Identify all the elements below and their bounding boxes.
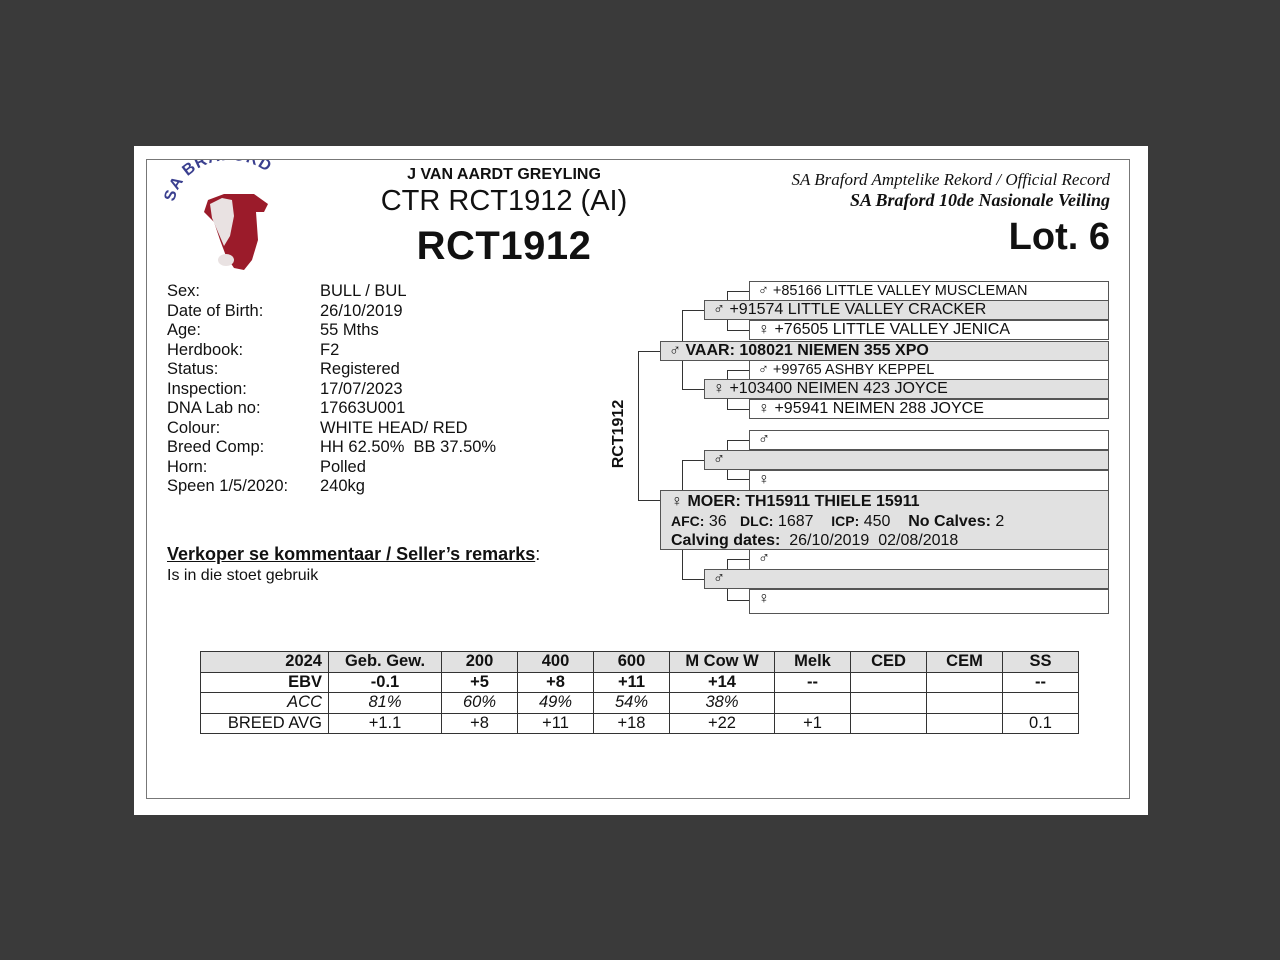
ebv-cell: EBV [201,672,329,693]
acc-cell: 49% [518,693,594,714]
remarks-colon: : [535,544,541,564]
ebv-header-cell: CEM [927,652,1003,673]
detail-value: F2 [320,340,340,359]
detail-label: Breed Comp: [167,438,265,456]
lot-number: Lot. 6 [1008,216,1110,258]
ebv-cell: +14 [670,672,775,693]
ebv-header-row [201,652,1079,673]
afc-label: AFC: [671,512,705,529]
ebv-header-cell: 400 [518,652,594,673]
detail-label: Inspection: [167,379,247,398]
ebv-header-cell: M Cow W [670,652,775,673]
detail-label: Status: [167,360,219,378]
ebv-header-cell: 200 [442,652,518,673]
ebv-cell: -0.1 [329,672,442,693]
detail-label: Sex: [167,282,201,300]
detail-row [167,360,496,380]
breed-avg-cell: 0.1 [1003,713,1079,734]
pedigree-line [727,600,749,601]
pedigree-sire-sire: ♂ +91574 LITTLE VALLEY CRACKER [704,300,1109,320]
acc-cell: 81% [329,693,442,714]
acc-row [201,693,1079,714]
pedigree-line [727,559,749,560]
pedigree-dam-sire-sire: ♂ [749,430,1109,450]
breed-avg-cell [927,713,1003,734]
acc-cell: ACC [201,693,329,714]
pedigree-dam-dam: ♂ [704,569,1109,589]
acc-cell: 38% [670,693,775,714]
calving-label: Calving dates: [671,532,781,549]
pedigree-subject-text: RCT1912 [610,399,627,469]
pedigree-line [682,389,704,390]
dlc-value: 1687 [777,512,814,530]
breed-avg-row [201,713,1079,734]
pedigree-line [727,330,749,331]
detail-row [167,399,496,419]
detail-label: Date of Birth: [167,301,264,320]
detail-row [167,341,496,361]
pedigree-dam-dam-dam: ♀ [749,589,1109,614]
pedigree-line [727,440,749,441]
pedigree-line [727,370,749,371]
pedigree-line [727,479,749,480]
detail-value: 17/07/2023 [320,379,403,398]
detail-row [167,302,496,322]
pedigree-dam-dam-sire: ♂ [749,550,1109,570]
ebv-cell: +8 [518,672,594,693]
pedigree-line [638,500,660,501]
detail-value: WHITE HEAD/ RED [320,418,468,437]
record-sheet [134,146,1148,815]
breed-avg-cell: +18 [594,713,670,734]
acc-cell [851,693,927,714]
ebv-header-cell: Geb. Gew. [329,652,442,673]
ebv-header-cell: 2024 [201,652,329,673]
pedigree-line [682,579,704,580]
pedigree-sire-dam-dam: ♀ +95941 NEIMEN 288 JOYCE [749,399,1109,419]
calves-value: 2 [995,512,1005,530]
ebv-header-cell: CED [851,652,927,673]
detail-value: 240kg [320,477,365,495]
ebv-header-cell: 600 [594,652,670,673]
pedigree-dam-sire-dam: ♀ [749,470,1109,490]
detail-label: DNA Lab no: [167,399,261,417]
ebv-header-cell: Melk [775,652,851,673]
pedigree-line [727,291,749,292]
detail-label: Age: [167,321,201,339]
pedigree-dam-sire: ♂ [704,450,1109,470]
ebv-cell: +5 [442,672,518,693]
detail-row [167,380,496,400]
owner-name: J VAN AARDT GREYLING [407,166,601,183]
auction-name: SA Braford 10de Nasionale Veiling [849,190,1110,210]
detail-value: Registered [320,360,400,378]
icp-value: 450 [863,512,891,530]
pedigree-sire-sire-sire: ♂ +85166 LITTLE VALLEY MUSCLEMAN [749,281,1109,301]
sa-braford-logo [164,160,294,275]
detail-value: BULL / BUL [320,282,407,300]
pedigree-sire-dam: ♀ +103400 NEIMEN 423 JOYCE [704,379,1109,399]
calving-dates: 26/10/2019 02/08/2018 [789,532,959,549]
pedigree-line [727,409,749,410]
detail-label: Horn: [167,457,208,476]
remarks-title: Verkoper se kommentaar / Seller’s remarks [167,544,536,564]
ebv-cell [927,672,1003,693]
animal-name: CTR RCT1912 (AI) [380,185,628,217]
pedigree-sire-sire-dam: ♀ +76505 LITTLE VALLEY JENICA [749,320,1109,340]
pedigree-line [638,351,660,352]
remarks-heading [167,544,540,565]
ebv-cell: -- [775,672,851,693]
detail-row [167,477,496,497]
acc-cell: 60% [442,693,518,714]
breed-avg-cell: BREED AVG [201,713,329,734]
detail-row [167,419,496,439]
detail-value: 17663U001 [320,399,406,417]
ebv-cell: -- [1003,672,1079,693]
pedigree-sire-dam-sire: ♂ +99765 ASHBY KEPPEL [749,360,1109,380]
detail-row [167,282,496,302]
acc-cell [1003,693,1079,714]
detail-label: Colour: [167,418,221,437]
dlc-label: DLC: [740,512,774,529]
ebv-header-cell: SS [1003,652,1079,673]
detail-row [167,321,496,341]
breed-avg-cell [851,713,927,734]
detail-value: 26/10/2019 [320,301,403,320]
ebv-cell [851,672,927,693]
breed-avg-cell: +11 [518,713,594,734]
icp-label: ICP: [831,512,860,529]
detail-row [167,458,496,478]
ebv-row [201,672,1079,693]
dam-name: ♀ MOER: TH15911 THIELE 15911 [671,493,920,510]
breed-avg-cell: +1 [775,713,851,734]
detail-row [167,438,496,458]
pedigree-dam [660,490,1109,550]
pedigree-subject-label [594,394,644,474]
animal-details [167,282,496,497]
svg-text:SA BRAFORD: A BR D [166,160,275,193]
calves-label: No Calves: [908,512,991,530]
breed-avg-cell: +8 [442,713,518,734]
pedigree-sire: ♂ VAAR: 108021 NIEMEN 355 XPO [660,341,1109,361]
pedigree-line [682,460,704,461]
detail-value: 55 Mths [320,321,379,339]
detail-label: Herdbook: [167,340,244,359]
acc-cell: 54% [594,693,670,714]
acc-cell [927,693,1003,714]
ebv-cell: +11 [594,672,670,693]
official-record-line: SA Braford Amptelike Rekord / Official Record [791,170,1110,189]
detail-value: Polled [320,457,366,476]
breed-avg-cell: +1.1 [329,713,442,734]
remarks-text: Is in die stoet gebruik [167,567,319,584]
acc-cell [775,693,851,714]
ebv-table [200,651,1079,734]
afc-value: 36 [708,512,727,530]
dam-calving [671,531,1108,551]
breed-avg-cell: +22 [670,713,775,734]
detail-value: HH 62.50% BB 37.50% [320,438,497,456]
dam-stats [671,512,1108,532]
pedigree-line [682,310,704,311]
registration-number: RCT1912 [416,224,592,268]
detail-label: Speen 1/5/2020: [167,477,289,495]
